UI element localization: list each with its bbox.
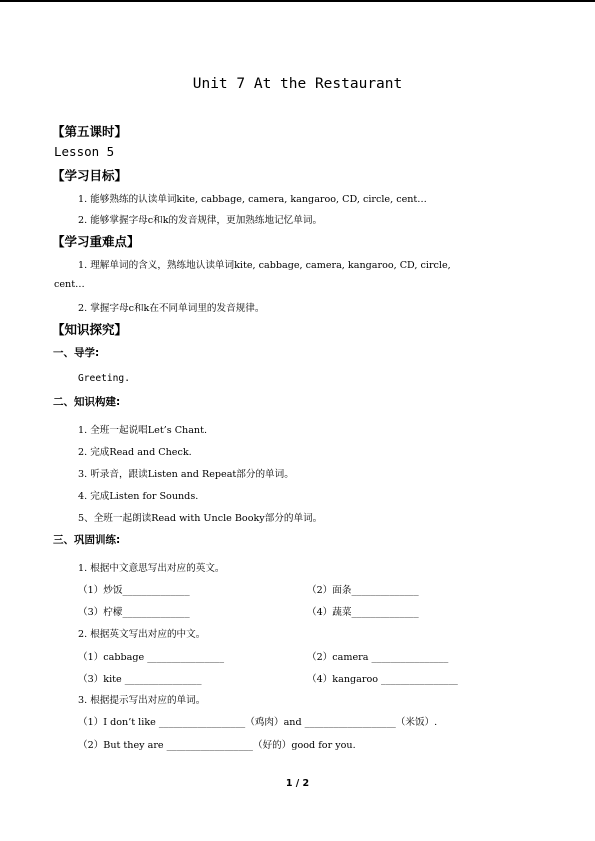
key-point-item-1-line-1: 1. 理解单词的含义，熟练地认读单词kite, cabbage, camera, kangaroo, CD, circle, xyxy=(78,260,451,271)
practice-q2-item-2: （2）camera ________________ xyxy=(307,652,449,663)
build-heading: 二、知识构建: xyxy=(53,396,121,408)
build-item-1: 1. 全班一起说唱Let’s Chant. xyxy=(78,425,208,436)
page-number: 1 / 2 xyxy=(285,778,310,789)
build-item-2: 2. 完成Read and Check. xyxy=(78,447,192,458)
practice-question-3: 3. 根据提示写出对应的单词。 xyxy=(78,695,206,706)
practice-q1-item-2: （2）面条______________ xyxy=(307,585,419,596)
build-item-3: 3. 听录音，跟读Listen and Repeat部分的单词。 xyxy=(78,469,294,480)
objectives-heading: 【学习目标】 xyxy=(52,168,128,183)
build-item-5: 5、全班一起朗读Read with Uncle Booky部分的单词。 xyxy=(78,513,323,524)
key-points-heading: 【学习重难点】 xyxy=(52,234,140,249)
practice-q1-item-3: （3）柠檬______________ xyxy=(78,607,190,618)
practice-q3-item-1: （1）I don’t like __________________（鸡肉）and ___________________（米饭）. xyxy=(78,717,438,728)
explore-heading: 【知识探究】 xyxy=(52,322,128,337)
practice-q1-item-1: （1）炒饭______________ xyxy=(78,585,190,596)
key-point-item-2: 2. 掌握字母c和k在不同单词里的发音规律。 xyxy=(78,303,265,314)
guide-heading: 一、导学: xyxy=(53,347,100,359)
practice-q1-item-4: （4）蔬菜______________ xyxy=(307,607,419,618)
practice-heading: 三、巩固训练: xyxy=(53,534,121,546)
practice-q2-item-4: （4）kangaroo ________________ xyxy=(307,674,458,685)
objective-item-2: 2. 能够掌握字母c和k的发音规律，更加熟练地记忆单词。 xyxy=(78,215,323,226)
period-heading: 【第五课时】 xyxy=(52,124,128,139)
practice-question-2: 2. 根据英文写出对应的中文。 xyxy=(78,629,206,640)
objective-item-1: 1. 能够熟练的认读单词kite, cabbage, camera, kangaroo, CD, circle, cent… xyxy=(78,194,427,205)
guide-text: Greeting. xyxy=(78,373,130,384)
page-title: Unit 7 At the Restaurant xyxy=(192,76,403,92)
practice-q2-item-3: （3）kite ________________ xyxy=(78,674,202,685)
key-point-item-1-line-2: cent… xyxy=(54,279,85,290)
lesson-label: Lesson 5 xyxy=(54,144,115,159)
top-border-line xyxy=(0,0,595,2)
practice-question-1: 1. 根据中文意思写出对应的英文。 xyxy=(78,563,225,574)
practice-q3-item-2: （2）But they are __________________（好的）good for you. xyxy=(78,740,356,751)
practice-q2-item-1: （1）cabbage ________________ xyxy=(78,652,225,663)
build-item-4: 4. 完成Listen for Sounds. xyxy=(78,491,199,502)
